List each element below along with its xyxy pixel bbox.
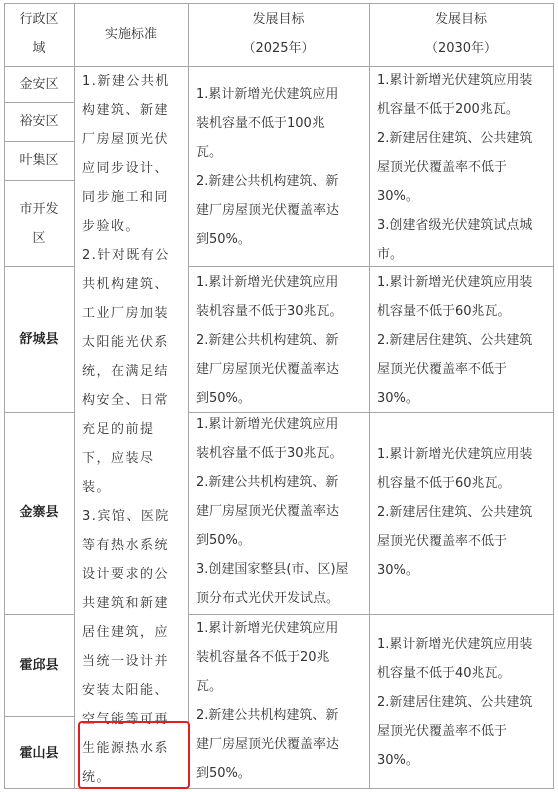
- standard-line: 同步施工和同: [82, 190, 170, 205]
- standard-line: 工业厂房加装: [82, 306, 170, 321]
- standard-line: 安装太阳能、: [82, 683, 170, 698]
- goal-line: 30%。: [377, 189, 419, 204]
- goal-line: 30%。: [377, 563, 419, 578]
- standard-line: 厂房屋顶光伏: [82, 132, 170, 147]
- goal-line: 1.累计新增光伏建筑应用装: [377, 73, 533, 88]
- goal-line: 装机容量各不低于20兆: [196, 650, 330, 665]
- standard-line: 共机构建筑、: [82, 277, 170, 292]
- goal-line: 屋顶光伏覆盖率不低于: [377, 534, 508, 549]
- region-jinzhai: [4, 498, 74, 527]
- standard-line: 应同步设计、: [82, 161, 170, 176]
- goal-line: 2.新建居住建筑、公共建筑: [377, 333, 533, 348]
- goal-line: 屋顶光伏覆盖率不低于: [377, 362, 508, 377]
- region-yeji: [4, 146, 74, 175]
- goal-line: 3.创建国家整县(市、区)屋: [196, 562, 349, 577]
- goal-line: 1.累计新增光伏建筑应用: [196, 275, 339, 290]
- standard-line: 构安全、日常: [82, 393, 170, 408]
- goal-line: 建厂房屋顶光伏覆盖率达: [196, 737, 340, 752]
- goal-line: 1.累计新增光伏建筑应用装: [377, 637, 533, 652]
- goal-2025-huo: [188, 614, 369, 788]
- standard-line: 2.针对既有公: [82, 248, 170, 263]
- standard-text: [74, 67, 188, 788]
- header-region: [4, 5, 74, 65]
- goal-line: 建厂房屋顶光伏覆盖率达: [196, 362, 340, 377]
- header-goal-2025: [188, 5, 369, 65]
- goal-line: 机容量不低于60兆瓦。: [377, 476, 511, 491]
- goal-line: 到50%。: [196, 232, 251, 247]
- goal-line: 1.累计新增光伏建筑应用: [196, 417, 339, 432]
- standard-line: 充足的前提: [82, 422, 155, 437]
- standard-line: 生能源热水系: [82, 741, 170, 756]
- standard-line: 居住建筑，应: [82, 625, 170, 640]
- row-divider: [4, 102, 74, 103]
- row-divider: [4, 716, 74, 717]
- goal-line: 3.创建省级光伏建筑试点城: [377, 218, 533, 233]
- goal-2030-huo: [369, 630, 553, 775]
- goal-line: 瓦。: [196, 145, 223, 160]
- standard-line: 3.宾馆、医院: [82, 509, 170, 524]
- goal-line: 2.新建居住建筑、公共建筑: [377, 695, 533, 710]
- goal-line: 屋顶光伏覆盖率不低于: [377, 160, 508, 175]
- standard-line: 步验收。: [82, 219, 141, 234]
- header-goal-2030: [369, 5, 553, 65]
- highlight-box: [78, 721, 190, 789]
- goal-2030-shucheng: [369, 268, 553, 413]
- header-standard: [74, 20, 188, 50]
- goal-2030-jinzhai: [369, 440, 553, 585]
- standard-line: 空气能等可再: [82, 712, 170, 727]
- goal-line: 建厂房屋顶光伏覆盖率达: [196, 504, 340, 519]
- goal-line: 到50%。: [196, 766, 251, 781]
- goal-2025-shucheng: [188, 268, 369, 413]
- goal-line: 30%。: [377, 391, 419, 406]
- standard-line: 等有热水系统: [82, 538, 170, 553]
- region-label: 叶集区: [19, 153, 59, 168]
- row-divider: [4, 266, 74, 267]
- region-shucheng: [4, 325, 74, 354]
- goal-line: 2.新建居住建筑、公共建筑: [377, 505, 533, 520]
- goal-line: 到50%。: [196, 533, 251, 548]
- goal-line: 机容量不低于200兆瓦。: [377, 102, 519, 117]
- standard-line: 装。: [82, 480, 112, 495]
- standard-line: 设计要求的公: [82, 567, 170, 582]
- goal-line: 装机容量不低于30兆瓦。: [196, 304, 343, 319]
- row-divider: [4, 180, 74, 181]
- header-goal-2030-line: （2030年）: [424, 41, 498, 56]
- goal-line: 装机容量不低于100兆: [196, 116, 325, 131]
- header-region-line: 行政区: [19, 12, 59, 27]
- goal-line: 市。: [377, 247, 404, 262]
- row-divider: [4, 412, 74, 413]
- standard-line: 太阳能光伏系: [82, 335, 170, 350]
- row-divider: [4, 141, 74, 142]
- standard-line: 1.新建公共机: [82, 74, 170, 89]
- header-goal-2030-line: 发展目标: [434, 12, 487, 27]
- goal-line: 到50%。: [196, 391, 251, 406]
- goal-2025-jinzhai: [188, 410, 369, 613]
- goal-line: 1.累计新增光伏建筑应用: [196, 621, 339, 636]
- goal-line: 2.新建公共机构建筑、新: [196, 333, 339, 348]
- goal-2025-group1: [188, 80, 369, 260]
- goal-line: 2.新建居住建筑、公共建筑: [377, 131, 533, 146]
- policy-table: [4, 3, 554, 789]
- goal-line: 机容量不低于60兆瓦。: [377, 304, 511, 319]
- region-label: 霍邱县: [19, 658, 59, 673]
- goal-line: 建厂房屋顶光伏覆盖率达: [196, 203, 340, 218]
- goal-line: 屋顶光伏覆盖率不低于: [377, 724, 508, 739]
- goal-line: 顶分布式光伏开发试点。: [196, 591, 340, 606]
- region-jinan: [4, 70, 74, 99]
- row-divider: [4, 614, 74, 615]
- region-label: 金寨县: [19, 505, 59, 520]
- standard-line: 统。: [82, 770, 112, 785]
- header-standard-label: 实施标准: [104, 27, 157, 42]
- standard-line: 共建筑和新建: [82, 596, 170, 611]
- region-label: 金安区: [19, 77, 59, 92]
- goal-line: 装机容量不低于30兆瓦。: [196, 446, 343, 461]
- region-label: 舒城县: [19, 332, 59, 347]
- region-label: 市开发: [19, 202, 59, 217]
- table-border-top: [4, 3, 554, 4]
- goal-line: 1.累计新增光伏建筑应用: [196, 87, 339, 102]
- standard-line: 构建筑、新建: [82, 103, 170, 118]
- region-kaifa: [4, 195, 74, 253]
- header-goal-2025-line: （2025年）: [242, 41, 315, 56]
- goal-line: 2.新建公共机构建筑、新: [196, 475, 339, 490]
- goal-line: 2.新建公共机构建筑、新: [196, 174, 339, 189]
- region-label: 裕安区: [19, 114, 59, 129]
- goal-line: 30%。: [377, 753, 419, 768]
- standard-line: 统，在满足结: [82, 364, 170, 379]
- header-region-line: 域: [32, 41, 46, 56]
- goal-line: 1.累计新增光伏建筑应用装: [377, 447, 533, 462]
- region-huoqiu: [4, 651, 74, 680]
- region-label: 区: [32, 231, 46, 246]
- goal-line: 瓦。: [196, 679, 223, 694]
- goal-line: 机容量不低于40兆瓦。: [377, 666, 511, 681]
- goal-2030-group1: [369, 66, 553, 269]
- goal-line: 1.累计新增光伏建筑应用装: [377, 275, 533, 290]
- standard-line: 下，应装尽: [82, 451, 155, 466]
- table-border-right: [553, 3, 554, 789]
- header-goal-2025-line: 发展目标: [252, 12, 305, 27]
- region-label: 霍山县: [19, 746, 59, 761]
- standard-line: 当统一设计并: [82, 654, 170, 669]
- goal-line: 2.新建公共机构建筑、新: [196, 708, 339, 723]
- region-yuan: [4, 107, 74, 136]
- region-huoshan: [4, 739, 74, 768]
